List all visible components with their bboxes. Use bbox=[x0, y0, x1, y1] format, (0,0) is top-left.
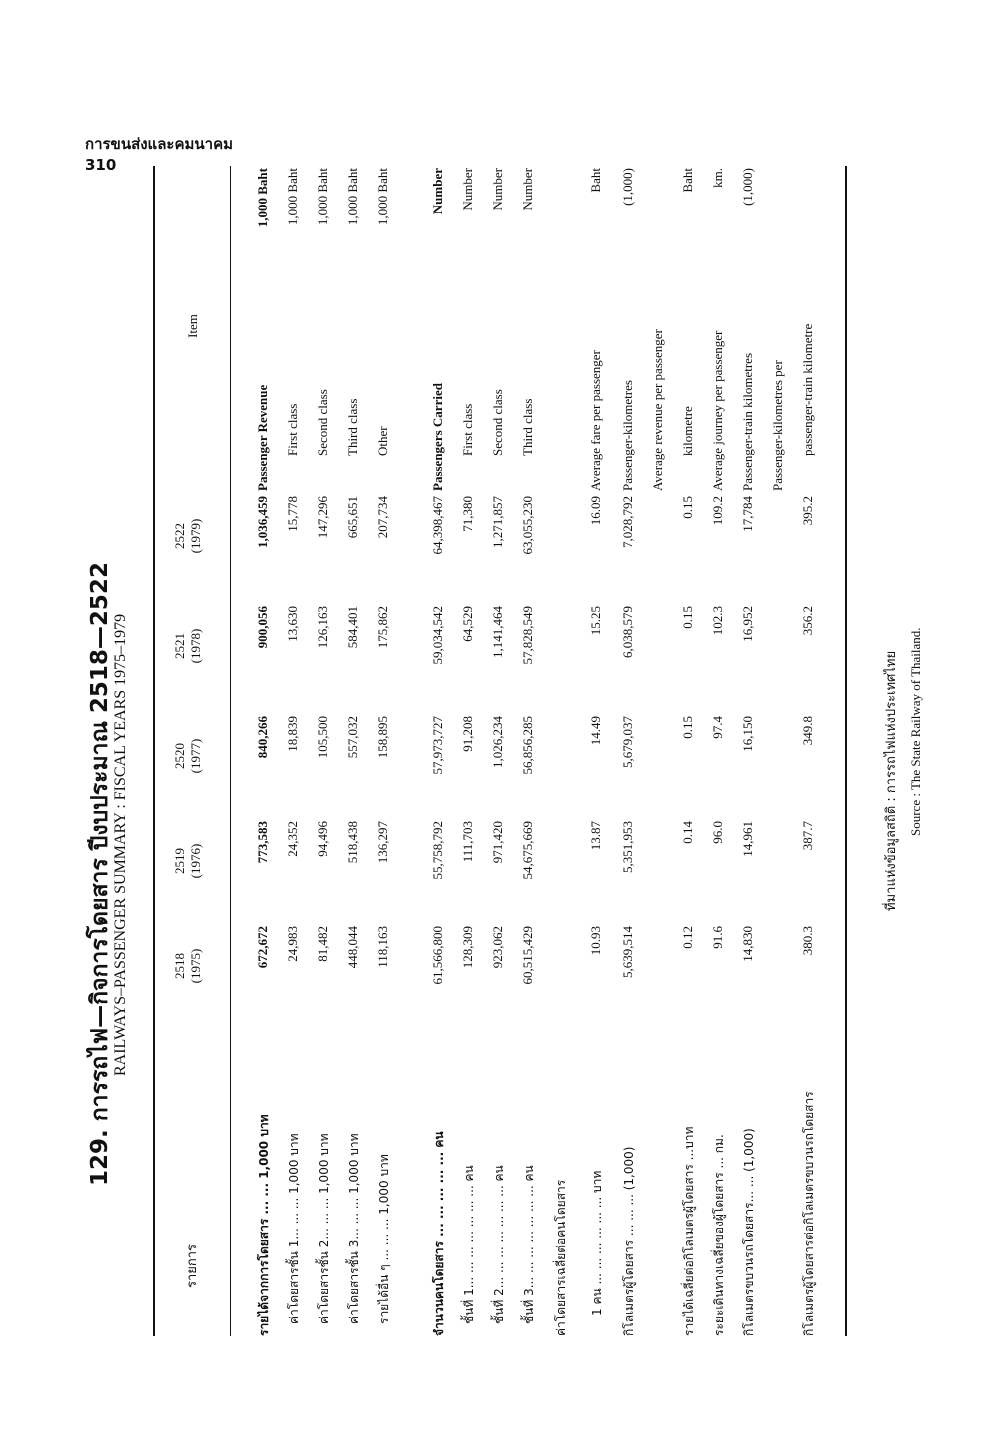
table-row bbox=[255, 136, 285, 1336]
top-rule bbox=[153, 166, 155, 1336]
row-label-english: Average journey per passenger bbox=[710, 330, 725, 491]
table-row bbox=[680, 136, 710, 1336]
value-1979: 0.15 bbox=[680, 496, 695, 519]
row-unit: (1,000) bbox=[620, 168, 635, 206]
bottom-rule bbox=[845, 166, 847, 1336]
row-label-thai: กิโลเมตรผู้โดยสาร ... ... ... (1,000) bbox=[622, 1146, 636, 1336]
value-1979: 17,784 bbox=[740, 496, 755, 532]
value-1979: 16.09 bbox=[588, 496, 603, 526]
value-1977: 1,026,234 bbox=[490, 716, 505, 768]
value-1975: 0.12 bbox=[680, 926, 695, 949]
value-1976: 971,420 bbox=[490, 821, 505, 864]
value-1978: 57,828,549 bbox=[520, 606, 535, 665]
row-unit: 1,000 Baht bbox=[345, 168, 360, 226]
value-1975: 5,639,514 bbox=[620, 926, 635, 978]
running-header: การขนส่งและคมนาคม bbox=[85, 135, 233, 153]
table-row bbox=[552, 136, 582, 1336]
row-label-thai: ค่าโดยสารชั้น 2... ... ... 1,000 บาท bbox=[317, 1133, 331, 1324]
row-unit: Number bbox=[490, 168, 505, 211]
table-row bbox=[460, 136, 490, 1336]
source-note-english: Source : The State Railway of Thailand. bbox=[908, 627, 923, 836]
value-1978: 64,529 bbox=[460, 606, 475, 642]
row-label-thai: ชั้นที่ 3... ... ... ... ... ... ... คน bbox=[522, 1165, 536, 1324]
value-1976: 14,961 bbox=[740, 821, 755, 857]
table-row bbox=[520, 136, 550, 1336]
value-1977: 14.49 bbox=[588, 716, 603, 746]
year-be: 2519 bbox=[172, 848, 187, 874]
value-1979: 64,398,467 bbox=[430, 496, 445, 555]
row-label-thai: รายได้เฉลี่ยต่อกิโลเมตรผู้โดยสาร ...บาท bbox=[682, 1126, 696, 1336]
value-1975: 10.93 bbox=[588, 926, 603, 956]
table-row bbox=[620, 136, 650, 1336]
value-1977: 91,208 bbox=[460, 716, 475, 752]
source-note-thai: ที่มาแห่งข้อมูลสถิติ : การรถไฟแห่งประเทศไทย bbox=[884, 650, 899, 911]
row-label-english: Passengers Carried bbox=[430, 383, 445, 491]
year-ad: (1976) bbox=[188, 843, 203, 879]
value-1977: 158,895 bbox=[375, 716, 390, 759]
value-1977: 840,266 bbox=[255, 716, 270, 759]
col-header-year bbox=[172, 506, 204, 566]
table-row bbox=[770, 136, 800, 1336]
table-row bbox=[650, 136, 680, 1336]
value-1977: 349.8 bbox=[800, 716, 815, 746]
value-1976: 55,758,792 bbox=[430, 821, 445, 880]
row-label-english: Second class bbox=[315, 389, 330, 456]
table-row bbox=[740, 136, 770, 1336]
value-1975: 60,515,429 bbox=[520, 926, 535, 985]
value-1978: 356.2 bbox=[800, 606, 815, 636]
table-row bbox=[710, 136, 740, 1336]
table-row bbox=[490, 136, 520, 1336]
value-1978: 900,056 bbox=[255, 606, 270, 649]
year-ad: (1975) bbox=[188, 948, 203, 984]
col-header-item: Item bbox=[185, 314, 200, 338]
row-label-english: kilometre bbox=[680, 406, 695, 456]
header-rule bbox=[230, 166, 231, 1336]
row-label-english: passenger-train kilometre bbox=[800, 323, 815, 456]
value-1979: 7,028,792 bbox=[620, 496, 635, 548]
row-unit: (1,000) bbox=[740, 168, 755, 206]
value-1979: 665,651 bbox=[345, 496, 360, 539]
value-1975: 672,672 bbox=[255, 926, 270, 969]
value-1978: 15.25 bbox=[588, 606, 603, 636]
value-1975: 448,044 bbox=[345, 926, 360, 969]
value-1977: 57,973,727 bbox=[430, 716, 445, 775]
value-1979: 207,734 bbox=[375, 496, 390, 539]
value-1979: 395.2 bbox=[800, 496, 815, 526]
year-be: 2518 bbox=[172, 953, 187, 979]
table-title-english: RAILWAYS–PASSENGER SUMMARY : FISCAL YEARS 1975–1979 bbox=[112, 613, 129, 1076]
value-1975: 91.6 bbox=[710, 926, 725, 949]
value-1977: 16,150 bbox=[740, 716, 755, 752]
row-unit: Number bbox=[430, 168, 445, 215]
row-label-thai: กิโลเมตรขบวนรถโดยสาร... ... (1,000) bbox=[742, 1128, 756, 1336]
value-1975: 380.3 bbox=[800, 926, 815, 956]
row-label-english: First class bbox=[460, 403, 475, 456]
row-unit: 1,000 Baht bbox=[375, 168, 390, 226]
table-row bbox=[375, 136, 405, 1336]
year-be: 2520 bbox=[172, 743, 187, 769]
value-1978: 175,862 bbox=[375, 606, 390, 649]
year-ad: (1979) bbox=[188, 518, 203, 554]
value-1977: 0.15 bbox=[680, 716, 695, 739]
row-label-english: Passenger Revenue bbox=[255, 384, 270, 491]
value-1978: 0.15 bbox=[680, 606, 695, 629]
value-1976: 136,297 bbox=[375, 821, 390, 864]
value-1979: 109.2 bbox=[710, 496, 725, 526]
value-1976: 54,675,669 bbox=[520, 821, 535, 880]
row-unit: 1,000 Baht bbox=[285, 168, 300, 226]
row-label-thai: กิโลเมตรผู้โดยสารต่อกิโลเมตรขบวนรถโดยสาร bbox=[802, 1091, 816, 1336]
row-label-thai: ค่าโดยสารเฉลี่ยต่อคนโดยสาร bbox=[554, 1179, 568, 1336]
value-1976: 24,352 bbox=[285, 821, 300, 857]
row-label-english: Average revenue per passenger bbox=[650, 329, 665, 491]
table-row bbox=[345, 136, 375, 1336]
row-unit: Number bbox=[520, 168, 535, 211]
year-be: 2522 bbox=[172, 523, 187, 549]
value-1978: 6,038,579 bbox=[620, 606, 635, 658]
value-1975: 14,830 bbox=[740, 926, 755, 962]
row-label-english: Other bbox=[375, 426, 390, 456]
value-1975: 81,482 bbox=[315, 926, 330, 962]
row-label-thai: 1 คน ... ... ... ... ... ... บาท bbox=[590, 1170, 604, 1316]
row-label-english: Third class bbox=[345, 398, 360, 456]
value-1975: 24,983 bbox=[285, 926, 300, 962]
value-1976: 773,583 bbox=[255, 821, 270, 864]
value-1977: 97.4 bbox=[710, 716, 725, 739]
table-row bbox=[588, 136, 618, 1336]
year-be: 2521 bbox=[172, 633, 187, 659]
value-1977: 105,500 bbox=[315, 716, 330, 759]
value-1979: 1,271,857 bbox=[490, 496, 505, 548]
row-label-thai: ระยะเดินทางเฉลี่ยของผู้โดยสาร ... กม. bbox=[712, 1134, 726, 1336]
col-header-year bbox=[172, 936, 204, 996]
value-1978: 126,163 bbox=[315, 606, 330, 649]
value-1979: 1,036,459 bbox=[255, 496, 270, 548]
value-1979: 71,380 bbox=[460, 496, 475, 532]
value-1976: 387.7 bbox=[800, 821, 815, 851]
table-row bbox=[430, 136, 460, 1336]
value-1975: 128,309 bbox=[460, 926, 475, 969]
value-1977: 56,856,285 bbox=[520, 716, 535, 775]
row-label-thai: รายได้อื่น ๆ ... ... ... 1,000 บาท bbox=[377, 1154, 391, 1324]
value-1976: 13.87 bbox=[588, 821, 603, 851]
table-row bbox=[285, 136, 315, 1336]
value-1976: 0.14 bbox=[680, 821, 695, 844]
table-title-thai: 129. การรถไฟ—กิจการโดยสาร ปีงบประมาณ 2518—2522 bbox=[87, 562, 113, 1186]
col-header-year bbox=[172, 831, 204, 891]
value-1979: 147,296 bbox=[315, 496, 330, 539]
row-label-english: Third class bbox=[520, 398, 535, 456]
value-1978: 13,630 bbox=[285, 606, 300, 642]
table-row bbox=[315, 136, 345, 1336]
row-unit: Number bbox=[460, 168, 475, 211]
row-label-thai: ชั้นที่ 2... ... ... ... ... ... ... คน bbox=[492, 1165, 506, 1324]
value-1976: 111,703 bbox=[460, 821, 475, 863]
row-label-thai: ค่าโดยสารชั้น 1... ... ... 1,000 บาท bbox=[287, 1133, 301, 1324]
row-label-english: First class bbox=[285, 403, 300, 456]
value-1978: 584,401 bbox=[345, 606, 360, 649]
value-1975: 61,566,800 bbox=[430, 926, 445, 985]
value-1977: 18,839 bbox=[285, 716, 300, 752]
row-label-english: Average fare per passenger bbox=[588, 350, 603, 491]
row-label-thai: ชั้นที่ 1... ... ... ... ... ... ... คน bbox=[462, 1165, 476, 1324]
value-1976: 518,438 bbox=[345, 821, 360, 864]
col-header-year bbox=[172, 726, 204, 786]
row-label-thai: จำนวนคนโดยสาร ... ... ... ... ... คน bbox=[432, 1131, 446, 1336]
value-1976: 94,496 bbox=[315, 821, 330, 857]
value-1979: 63,055,230 bbox=[520, 496, 535, 555]
row-unit: Baht bbox=[680, 168, 695, 193]
row-label-thai: ค่าโดยสารชั้น 3... ... ... 1,000 บาท bbox=[347, 1133, 361, 1324]
row-label-english: Passenger-kilometres per bbox=[770, 360, 785, 491]
value-1979: 15,778 bbox=[285, 496, 300, 532]
row-label-english: Passenger-train kilometres bbox=[740, 352, 755, 491]
col-header-year bbox=[172, 616, 204, 676]
row-unit: 1,000 Baht bbox=[255, 168, 270, 228]
year-ad: (1977) bbox=[188, 738, 203, 774]
value-1976: 5,351,953 bbox=[620, 821, 635, 873]
value-1978: 59,034,542 bbox=[430, 606, 445, 665]
value-1977: 557,032 bbox=[345, 716, 360, 759]
value-1975: 923,062 bbox=[490, 926, 505, 969]
row-label-thai: รายได้จากการโดยสาร ... ... 1,000 บาท bbox=[257, 1114, 271, 1336]
value-1978: 102.3 bbox=[710, 606, 725, 636]
year-ad: (1978) bbox=[188, 628, 203, 664]
row-unit: km. bbox=[710, 168, 725, 188]
row-unit: Baht bbox=[588, 168, 603, 193]
page-number: 310 bbox=[85, 156, 117, 174]
value-1975: 118,163 bbox=[375, 926, 390, 968]
col-header-thai: รายการ bbox=[185, 1243, 200, 1289]
row-unit: 1,000 Baht bbox=[315, 168, 330, 226]
table-row bbox=[800, 136, 830, 1336]
value-1978: 1,141,464 bbox=[490, 606, 505, 658]
row-label-english: Second class bbox=[490, 389, 505, 456]
value-1978: 16,952 bbox=[740, 606, 755, 642]
value-1977: 5,679,037 bbox=[620, 716, 635, 768]
row-label-english: Passenger-kilometres bbox=[620, 380, 635, 491]
value-1976: 96.0 bbox=[710, 821, 725, 844]
